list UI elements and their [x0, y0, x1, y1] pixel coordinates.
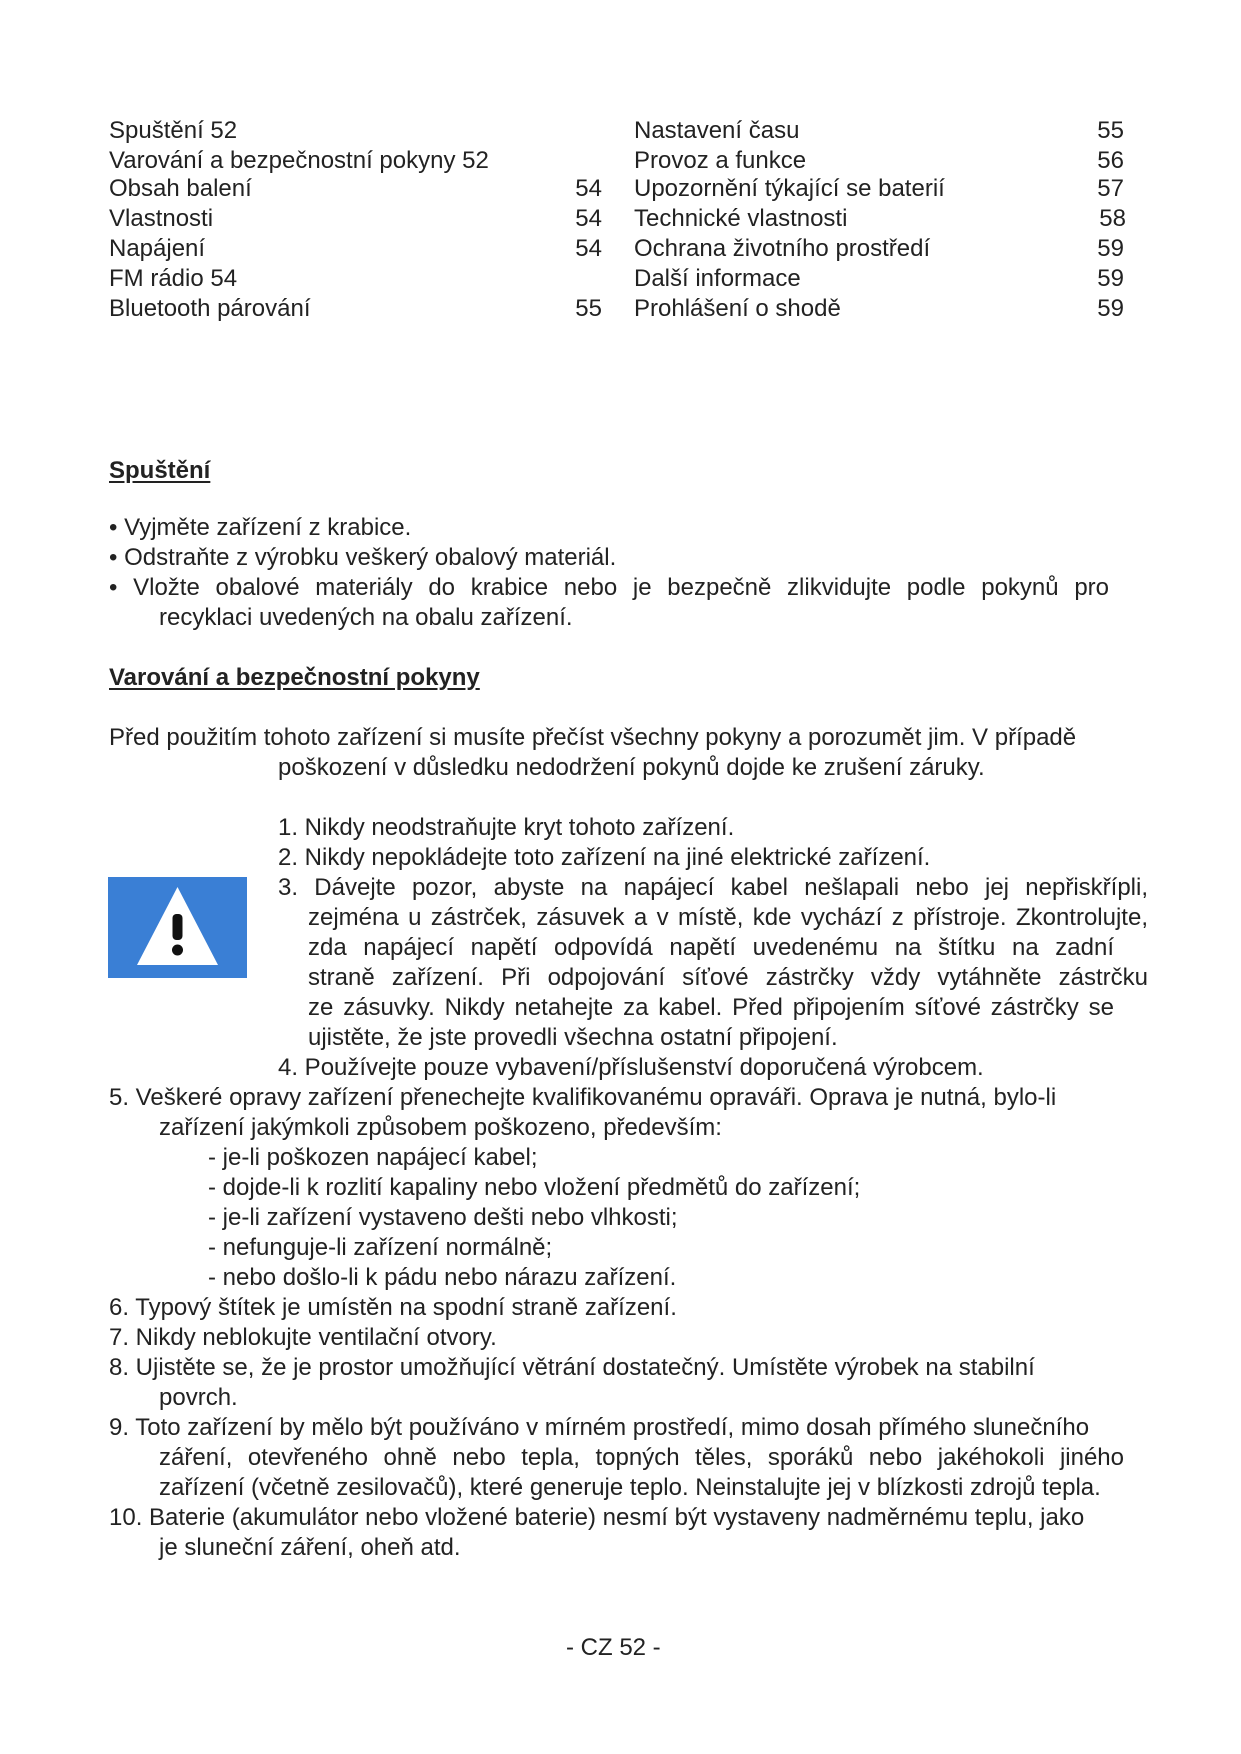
toc-page-number: 54 — [575, 205, 602, 232]
toc-page-number: 55 — [575, 295, 602, 322]
sub-list-item: - je-li zařízení vystaveno dešti nebo vlhkosti; — [208, 1204, 678, 1231]
toc-entry[interactable]: Provoz a funkce — [634, 147, 807, 174]
list-item: 2. Nikdy nepokládejte toto zařízení na jiné elektrické zařízení. — [278, 844, 931, 871]
toc-entry[interactable]: Technické vlastnosti — [634, 205, 848, 232]
list-item-continuation: zejména u zástrček, zásuvek a v místě, kde vychází z přístroje. Zkontrolujte, — [308, 904, 1148, 931]
list-item-continuation: ze zásuvky. Nikdy netahejte za kabel. Před připojením síťové zástrčky se — [308, 994, 1114, 1021]
toc-entry[interactable]: Varování a bezpečnostní pokyny 52 — [109, 147, 489, 174]
toc-entry[interactable]: Napájení — [109, 235, 206, 262]
sub-list-item: - je-li poškozen napájecí kabel; — [208, 1144, 538, 1171]
page-number: - CZ 52 - — [566, 1634, 661, 1661]
toc-entry[interactable]: Upozornění týkající se baterií — [634, 175, 945, 202]
list-item-continuation: záření, otevřeného ohně nebo tepla, topných těles, sporáků nebo jakéhokoli jiného — [159, 1444, 1124, 1471]
bullet-item: • Vložte obalové materiály do krabice nebo je bezpečně zlikvidujte podle pokynů pro — [109, 574, 1109, 601]
list-item: 8. Ujistěte se, že je prostor umožňující větrání dostatečný. Umístěte výrobek na stabilní — [109, 1354, 1035, 1381]
warning-sign — [108, 877, 247, 978]
list-item-continuation: je sluneční záření, oheň atd. — [159, 1534, 461, 1561]
intro-paragraph-continuation: poškození v důsledku nedodržení pokynů dojde ke zrušení záruky. — [278, 754, 985, 781]
toc-entry[interactable]: Obsah balení — [109, 175, 252, 202]
toc-entry[interactable]: Vlastnosti — [109, 205, 214, 232]
list-item-continuation: zařízení (včetně zesilovačů), které generuje teplo. Neinstalujte jej v blízkosti zdrojů tepla. — [159, 1474, 1101, 1501]
toc-page-number: 56 — [1097, 147, 1124, 174]
toc-page-number: 55 — [1097, 117, 1124, 144]
toc-page-number: 59 — [1097, 295, 1124, 322]
toc-page-number: 59 — [1097, 235, 1124, 262]
list-item: 7. Nikdy neblokujte ventilační otvory. — [109, 1324, 497, 1351]
bullet-item: • Vyjměte zařízení z krabice. — [109, 514, 412, 541]
toc-page-number: 57 — [1097, 175, 1124, 202]
list-item-continuation: straně zařízení. Při odpojování síťové zástrčky vždy vytáhněte zástrčku — [308, 964, 1148, 991]
toc-entry[interactable]: Nastavení času — [634, 117, 800, 144]
list-item: 1. Nikdy neodstraňujte kryt tohoto zařízení. — [278, 814, 735, 841]
section-title-spusteni: Spuštění — [109, 457, 211, 484]
list-item: 4. Používejte pouze vybavení/příslušenství doporučená výrobcem. — [278, 1054, 984, 1081]
sub-list-item: - nefunguje-li zařízení normálně; — [208, 1234, 553, 1261]
list-item: 5. Veškeré opravy zařízení přenechejte kvalifikovanému opraváři. Oprava je nutná, bylo-li — [109, 1084, 1057, 1111]
list-item-continuation: povrch. — [159, 1384, 238, 1411]
list-item: 9. Toto zařízení by mělo být používáno v mírném prostředí, mimo dosah přímého slunečního — [109, 1414, 1090, 1441]
toc-page-number: 54 — [575, 235, 602, 262]
toc-entry[interactable]: FM rádio 54 — [109, 265, 238, 292]
toc-page-number: 54 — [575, 175, 602, 202]
list-item: 3. Dávejte pozor, abyste na napájecí kabel nešlapali nebo jej nepřiskřípli, — [278, 874, 1148, 901]
toc-entry[interactable]: Ochrana životního prostředí — [634, 235, 931, 262]
list-item: 10. Baterie (akumulátor nebo vložené baterie) nesmí být vystaveny nadměrnému teplu, jako — [109, 1504, 1085, 1531]
toc-entry[interactable]: Spuštění 52 — [109, 117, 238, 144]
list-item-continuation: ujistěte, že jste provedli všechna ostatní připojení. — [308, 1024, 838, 1051]
list-item-continuation: zařízení jakýmkoli způsobem poškozeno, především: — [159, 1114, 722, 1141]
toc-entry[interactable]: Bluetooth párování — [109, 295, 311, 322]
toc-entry[interactable]: Další informace — [634, 265, 801, 292]
toc-entry[interactable]: Prohlášení o shodě — [634, 295, 841, 322]
bullet-item-continuation: recyklaci uvedených na obalu zařízení. — [159, 604, 573, 631]
list-item-continuation: zda napájecí napětí odpovídá napětí uvedenému na štítku na zadní — [308, 934, 1114, 961]
list-item: 6. Typový štítek je umístěn na spodní straně zařízení. — [109, 1294, 677, 1321]
sub-list-item: - dojde-li k rozlití kapaliny nebo vložení předmětů do zařízení; — [208, 1174, 861, 1201]
toc-page-number: 59 — [1097, 265, 1124, 292]
sub-list-item: - nebo došlo-li k pádu nebo nárazu zařízení. — [208, 1264, 677, 1291]
section-title-varovani: Varování a bezpečnostní pokyny — [109, 664, 480, 691]
bullet-item: • Odstraňte z výrobku veškerý obalový materiál. — [109, 544, 617, 571]
intro-paragraph: Před použitím tohoto zařízení si musíte přečíst všechny pokyny a porozumět jim. V případě — [109, 724, 1077, 751]
warning-triangle-icon — [108, 877, 247, 978]
toc-page-number: 58 — [1099, 205, 1126, 232]
